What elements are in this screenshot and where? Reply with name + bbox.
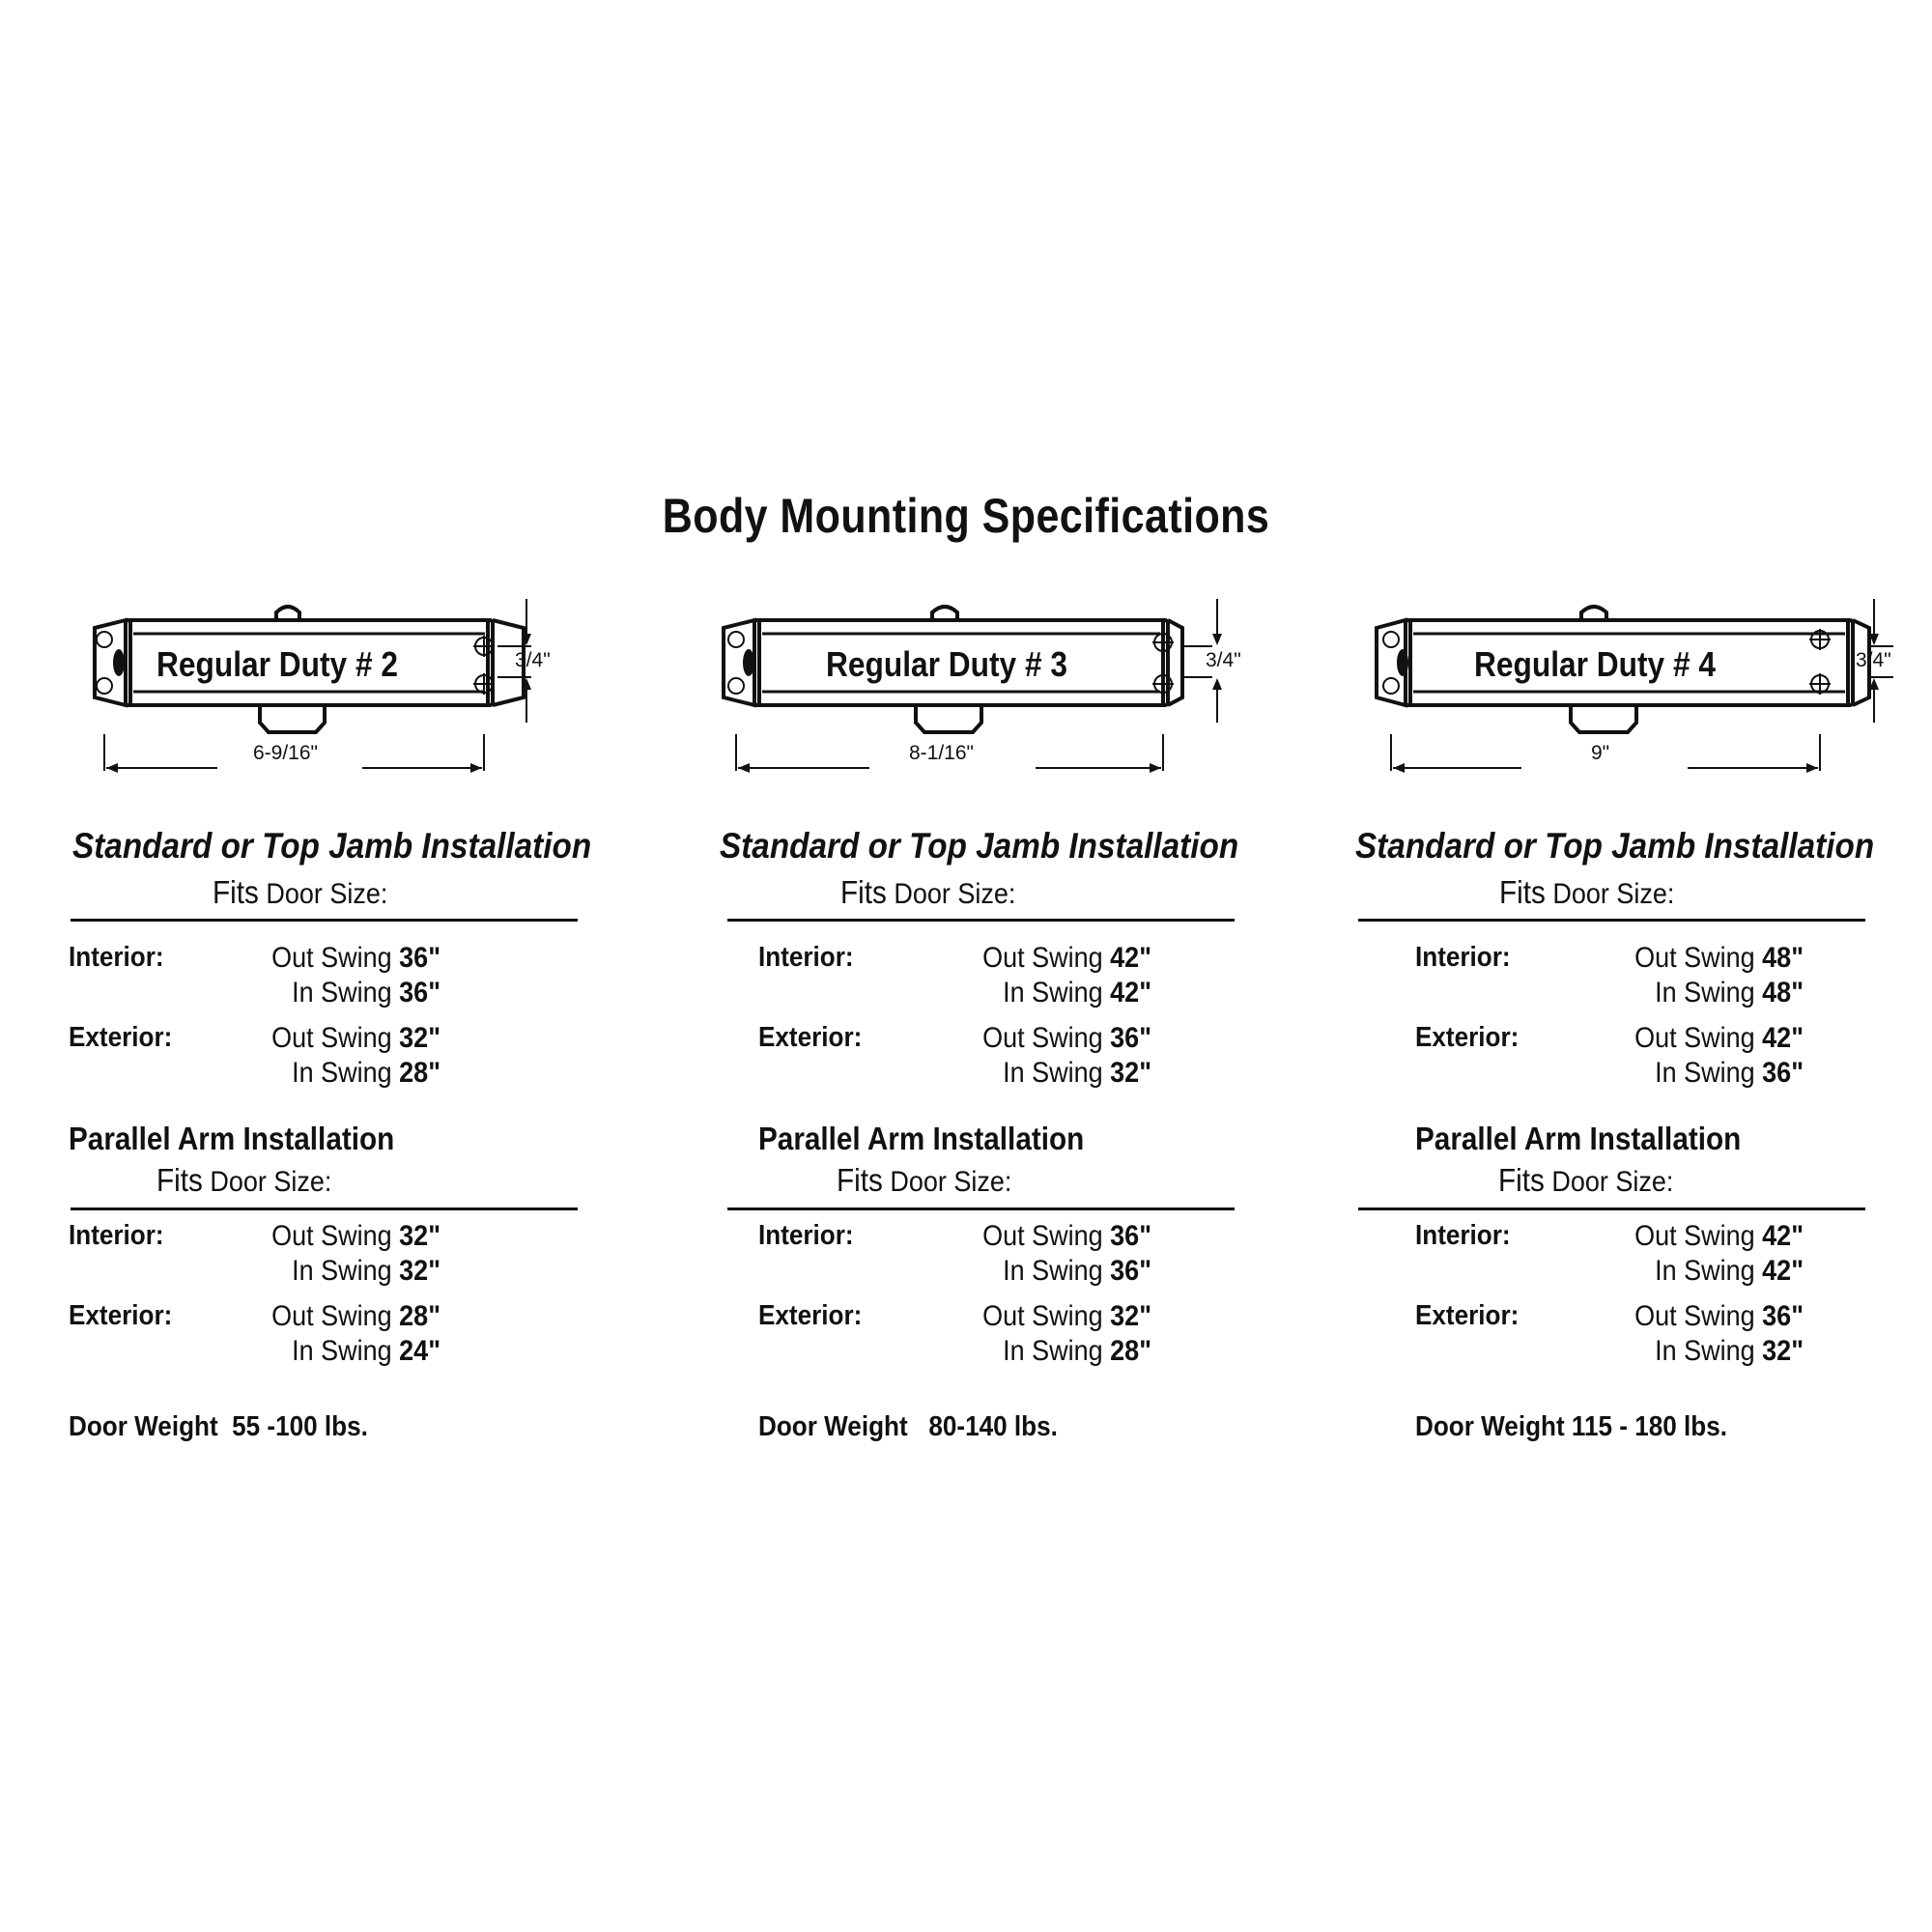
model-column-duty-4 xyxy=(1348,0,1932,1932)
closer-body-diagram xyxy=(696,599,1314,792)
model-name: Regular Duty # 2 xyxy=(156,644,399,684)
height-dimension: 3/4" xyxy=(1206,649,1241,671)
interior-label: Interior: xyxy=(758,1220,854,1251)
closer-body-drawing xyxy=(58,599,676,792)
interior-in-swing: In Swing 42" xyxy=(1655,1255,1804,1287)
fits-door-size-label: Fits Door Size: xyxy=(1499,874,1675,910)
divider xyxy=(71,1208,578,1210)
exterior-in-swing: In Swing 36" xyxy=(1655,1057,1804,1089)
divider xyxy=(1358,919,1865,922)
divider xyxy=(727,919,1235,922)
fits-door-size-label: Fits Door Size: xyxy=(213,874,388,910)
interior-in-swing: In Swing 42" xyxy=(1003,977,1151,1009)
interior-label: Interior: xyxy=(1415,942,1511,973)
interior-label: Interior: xyxy=(69,942,164,973)
model-name: Regular Duty # 3 xyxy=(826,644,1068,684)
standard-installation-heading: Standard or Top Jamb Installation xyxy=(1355,826,1875,866)
interior-label: Interior: xyxy=(758,942,854,973)
fits-door-size-label: Fits Door Size: xyxy=(837,1162,1012,1198)
interior-out-swing: Out Swing 48" xyxy=(1634,942,1804,974)
closer-body-diagram xyxy=(58,599,676,792)
fits-door-size-label: Fits Door Size: xyxy=(840,874,1016,910)
interior-in-swing: In Swing 32" xyxy=(292,1255,440,1287)
exterior-in-swing: In Swing 32" xyxy=(1003,1057,1151,1089)
exterior-out-swing: Out Swing 36" xyxy=(1634,1300,1804,1332)
interior-out-swing: Out Swing 36" xyxy=(271,942,440,974)
page-title: Body Mounting Specifications xyxy=(662,489,1270,543)
exterior-label: Exterior: xyxy=(69,1300,173,1331)
interior-out-swing: Out Swing 42" xyxy=(982,942,1151,974)
door-weight: Door Weight 55 -100 lbs. xyxy=(69,1411,368,1442)
exterior-label: Exterior: xyxy=(758,1300,863,1331)
exterior-in-swing: In Swing 24" xyxy=(292,1335,440,1367)
exterior-label: Exterior: xyxy=(69,1022,173,1053)
width-dimension: 6-9/16" xyxy=(253,742,318,764)
interior-in-swing: In Swing 36" xyxy=(292,977,440,1009)
door-weight: Door Weight 80-140 lbs. xyxy=(758,1411,1058,1442)
interior-out-swing: Out Swing 36" xyxy=(982,1220,1151,1252)
height-dimension: 3/4" xyxy=(1856,649,1891,671)
standard-installation-heading: Standard or Top Jamb Installation xyxy=(72,826,592,866)
exterior-label: Exterior: xyxy=(1415,1300,1520,1331)
exterior-in-swing: In Swing 28" xyxy=(292,1057,440,1089)
interior-in-swing: In Swing 48" xyxy=(1655,977,1804,1009)
exterior-label: Exterior: xyxy=(758,1022,863,1053)
interior-out-swing: Out Swing 32" xyxy=(271,1220,440,1252)
closer-body-drawing xyxy=(696,599,1314,792)
exterior-in-swing: In Swing 32" xyxy=(1655,1335,1804,1367)
width-dimension: 8-1/16" xyxy=(909,742,974,764)
exterior-out-swing: Out Swing 36" xyxy=(982,1022,1151,1054)
interior-out-swing: Out Swing 42" xyxy=(1634,1220,1804,1252)
door-weight: Door Weight 115 - 180 lbs. xyxy=(1415,1411,1727,1442)
interior-in-swing: In Swing 36" xyxy=(1003,1255,1151,1287)
height-dimension: 3/4" xyxy=(515,649,551,671)
exterior-in-swing: In Swing 28" xyxy=(1003,1335,1151,1367)
width-dimension: 9" xyxy=(1591,742,1610,764)
fits-door-size-label: Fits Door Size: xyxy=(1498,1162,1674,1198)
exterior-label: Exterior: xyxy=(1415,1022,1520,1053)
fits-door-size-label: Fits Door Size: xyxy=(156,1162,332,1198)
exterior-out-swing: Out Swing 32" xyxy=(982,1300,1151,1332)
model-name: Regular Duty # 4 xyxy=(1474,644,1717,684)
parallel-arm-heading: Parallel Arm Installation xyxy=(758,1121,1085,1156)
parallel-arm-heading: Parallel Arm Installation xyxy=(1415,1121,1742,1156)
divider xyxy=(1358,1208,1865,1210)
closer-body-drawing xyxy=(1348,599,1932,792)
exterior-out-swing: Out Swing 32" xyxy=(271,1022,440,1054)
divider xyxy=(727,1208,1235,1210)
closer-body-diagram xyxy=(1348,599,1932,792)
exterior-out-swing: Out Swing 42" xyxy=(1634,1022,1804,1054)
divider xyxy=(71,919,578,922)
interior-label: Interior: xyxy=(69,1220,164,1251)
model-column-duty-2 xyxy=(58,0,676,1932)
model-column-duty-3 xyxy=(696,0,1314,1932)
parallel-arm-heading: Parallel Arm Installation xyxy=(69,1121,395,1156)
exterior-out-swing: Out Swing 28" xyxy=(271,1300,440,1332)
interior-label: Interior: xyxy=(1415,1220,1511,1251)
standard-installation-heading: Standard or Top Jamb Installation xyxy=(720,826,1239,866)
